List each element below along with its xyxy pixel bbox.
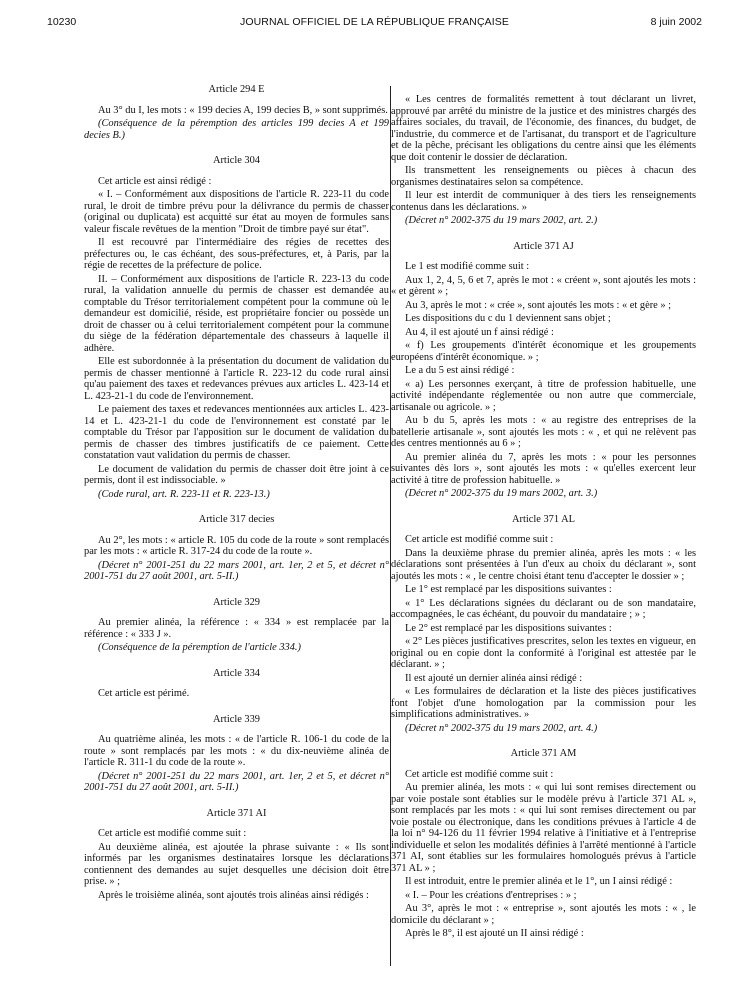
paragraph: Le 2° est remplacé par les dispositions suivantes : [405, 622, 612, 634]
source-note: (Décret n° 2001-251 du 22 mars 2001, art. 1er, 2 et 5, et décret n° 2001-751 du 27 août 2001, art. 5-II.) [84, 559, 389, 582]
paragraph: « I. – Pour les créations d'entreprises : » ; [405, 889, 577, 901]
paragraph: « f) Les groupements d'intérêt économique et les groupements européens d'intérêt économique. » ; [391, 340, 696, 363]
paragraph: Il est recouvré par l'intermédiaire des régies de recettes des préfectures ou, le cas échéant, des sous-préfectures, et, à Paris, par la régie de recettes de la préfecture de police. [84, 237, 389, 271]
paragraph: Après le troisième alinéa, sont ajoutés trois alinéas ainsi rédigés : [98, 889, 369, 901]
page-header [47, 16, 702, 30]
paragraph: Cet article est modifié comme suit : [98, 828, 247, 839]
journal-title: JOURNAL OFFICIEL DE LA RÉPUBLIQUE FRANÇAISE [240, 16, 509, 28]
paragraph: « Les centres de formalités remettent à tout déclarant un livret, approuvé par arrêté du ministre de la justice et des ministres chargés des affaires sociales, du travail, de l'économie, des finances, du budget, de l'industrie, du commerce et de l'artisanat, du transport et de l'agriculture et de la pêche, précisant les obligations du centre ainsi que les éléments que doit contenir le dossier de déclaration. [391, 94, 696, 163]
paragraph: Au premier alinéa, les mots : « qui lui sont remises directement ou par voie postale sont établies sur le modèle prévu à l'article 371 AL », sont remplacés par les mots : « qui lui sont remises directement ou par voie postale ou électronique, dans les conditions prévues à l'article 4 de la loi n° 94-126 du 11 février 1994 relative à l'initiative et à l'entreprise individuelle et selon les modalités définies à l'arrêté mentionné à l'article 371 AI, sont établies sur les formulaires homologués prévus à l'article 371 AL » ; [391, 782, 696, 874]
paragraph: Dans la deuxième phrase du premier alinéa, après les mots : « les déclarations sont présentées à l'un d'eux au choix du déclarant », sont ajoutés les mots : « , le centre choisi étant tenu d'accepter le dossier » ; [391, 547, 696, 582]
article-heading: Article 304 [212, 155, 261, 166]
paragraph: Au 3, après le mot : « crée », sont ajoutés les mots : « et gère » ; [405, 299, 672, 311]
source-note: (Décret n° 2001-251 du 22 mars 2001, art. 1er, 2 et 5, et décret n° 2001-751 du 27 août 2001, art. 5-II.) [84, 770, 389, 793]
paragraph: « a) Les personnes exerçant, à titre de profession habituelle, une activité indépendante réglementée ou non autre que commerciale, artisanale ou agricole. » ; [391, 378, 696, 413]
paragraph: Il est introduit, entre le premier alinéa et le 1°, un I ainsi rédigé : [405, 876, 673, 887]
paragraph: « 1° Les déclarations signées du déclarant ou de son mandataire, accompagnées, le cas échéant, du pouvoir du mandataire ; » ; [391, 597, 696, 620]
page-number: 10230 [47, 16, 77, 28]
article-heading: Article 339 [212, 713, 261, 725]
right-column [391, 94, 696, 942]
paragraph: Elle est subordonnée à la présentation du document de validation du permis de chasser mentionné à l'article R. 223-12 du code rural ainsi qu'au paiement des taxes et redevances prévues aux articles L. 423-14 et L. 423-21-1 du code de l'environnement. [84, 356, 389, 402]
paragraph: Après le 8°, il est ajouté un II ainsi rédigé : [405, 928, 584, 939]
paragraph: Au premier alinéa du 7, après les mots : « pour les personnes suivantes dès lors », sont ajoutés les mots : « qu'elles exercent leur activité à titre de profession habituelle. » [391, 451, 696, 486]
paragraph: Au 3°, après le mot : « entreprise », sont ajoutés les mots : « , le domicile du déclarant » ; [391, 903, 696, 926]
paragraph: II. – Conformément aux dispositions de l'article R. 223-13 du code rural, la validation annuelle du permis de chasser est demandée au comptable du Trésor territorialement compétent pour la commune où le demandeur est domicilié, réside, est propriétaire foncier ou possède un droit de chasser ou à celui territorialement compétent pour la commune du siège de la fédération départementale des chasseurs à laquelle il adhère. [84, 273, 389, 354]
left-column [84, 84, 389, 903]
paragraph: Au b du 5, après les mots : « au registre des entreprises de la batellerie artisanale », sont ajoutés les mots : « , et qui ne relèvent pas des centres mentionnés au 6 » ; [391, 415, 696, 449]
paragraph: Au 4, il est ajouté un f ainsi rédigé : [405, 326, 554, 338]
article-heading: Article 334 [212, 667, 261, 679]
paragraph: Cet article est modifié comme suit : [405, 768, 554, 780]
paragraph: Le document de validation du permis de chasser doit être joint à ce permis, dont il est indissociable. » [84, 463, 389, 486]
paragraph: Au 2°, les mots : « article R. 105 du code de la route » sont remplacés par les mots : « article R. 317-24 du code de la route ». [84, 534, 389, 557]
source-note: (Décret n° 2002-375 du 19 mars 2002, art. 2.) [405, 215, 598, 226]
paragraph: Cet article est périmé. [98, 688, 190, 699]
paragraph: Le paiement des taxes et redevances mentionnées aux articles L. 423-14 et L. 423-21-1 du code de l'environnement est constaté par le comptable du Trésor par l'apposition sur le document de validation du permis de chasser des timbres justificatifs de ce paiement. Cette constatation vaut validation du permis de chasser. [84, 404, 389, 461]
source-note: (Décret n° 2002-375 du 19 mars 2002, art. 3.) [405, 488, 598, 499]
article-heading: Article 294 E [208, 84, 265, 95]
article-heading: Article 329 [212, 596, 261, 608]
paragraph: Aux 1, 2, 4, 5, 6 et 7, après le mot : « créent », sont ajoutés les mots : « et gèrent » ; [391, 274, 696, 297]
paragraph: Le a du 5 est ainsi rédigé : [405, 365, 515, 376]
article-heading: Article 371 AI [206, 807, 267, 819]
paragraph: Au quatrième alinéa, les mots : « de l'article R. 106-1 du code de la route » sont remplacés par les mots : « du dix-neuvième alinéa de l'article R. 311-1 du code de la route ». [84, 734, 389, 768]
paragraph: Cet article est modifié comme suit : [405, 534, 554, 545]
paragraph: Au 3° du I, les mots : « 199 decies A, 199 decies B, » sont supprimés. [98, 104, 388, 116]
paragraph: Au deuxième alinéa, est ajoutée la phrase suivante : « Ils sont informés par les organismes destinataires lorsque les déclarations contiennent des demandes au sujet desquelles une décision doit être prise. » ; [84, 841, 389, 887]
source-note: (Décret n° 2002-375 du 19 mars 2002, art. 4.) [405, 722, 598, 734]
paragraph: Il leur est interdit de communiquer à des tiers les renseignements contenus dans les déclarations. » [391, 190, 696, 213]
paragraph: Les dispositions du c du 1 deviennent sans objet ; [405, 313, 611, 324]
paragraph: Cet article est ainsi rédigé : [98, 175, 212, 187]
article-heading: Article 371 AM [510, 748, 577, 759]
paragraph: « Les formulaires de déclaration et la liste des pièces justificatives font l'objet d'une homologation par la commission pour les simplifications administratives. » [391, 686, 696, 720]
article-heading: Article 371 AJ [513, 240, 574, 252]
paragraph: Au premier alinéa, la référence : « 334 » est remplacée par la référence : « 333 J ». [84, 617, 389, 640]
paragraph: Le 1° est remplacé par les dispositions suivantes : [405, 584, 612, 595]
source-note: (Conséquence de la péremption de l'article 334.) [98, 642, 301, 653]
article-heading: Article 317 decies [198, 514, 275, 525]
article-heading: Article 371 AL [512, 513, 575, 525]
paragraph: Ils transmettent les renseignements ou pièces à chacun des organismes destinataires selon sa compétence. [391, 165, 696, 188]
paragraph: Il est ajouté un dernier alinéa ainsi rédigé : [405, 672, 583, 684]
source-note: (Code rural, art. R. 223-11 et R. 223-13.) [98, 488, 270, 500]
source-note: (Conséquence de la péremption des articles 199 decies A et 199 decies B.) [84, 118, 389, 141]
paragraph: « 2° Les pièces justificatives prescrites, selon les textes en vigueur, en original ou en copie dont la conformité à l'original est attestée par le déclarant. » ; [391, 636, 696, 670]
paragraph: Le 1 est modifié comme suit : [405, 261, 530, 272]
publication-date: 8 juin 2002 [650, 16, 702, 28]
paragraph: « I. – Conformément aux dispositions de l'article R. 223-11 du code rural, le droit de timbre prévu pour la délivrance du permis de chasser (original ou duplicata) est acquitté sur état au moyen de formules sans valeur fiscale revêtues de la mention "Droit de timbre payé sur état". [84, 189, 389, 235]
